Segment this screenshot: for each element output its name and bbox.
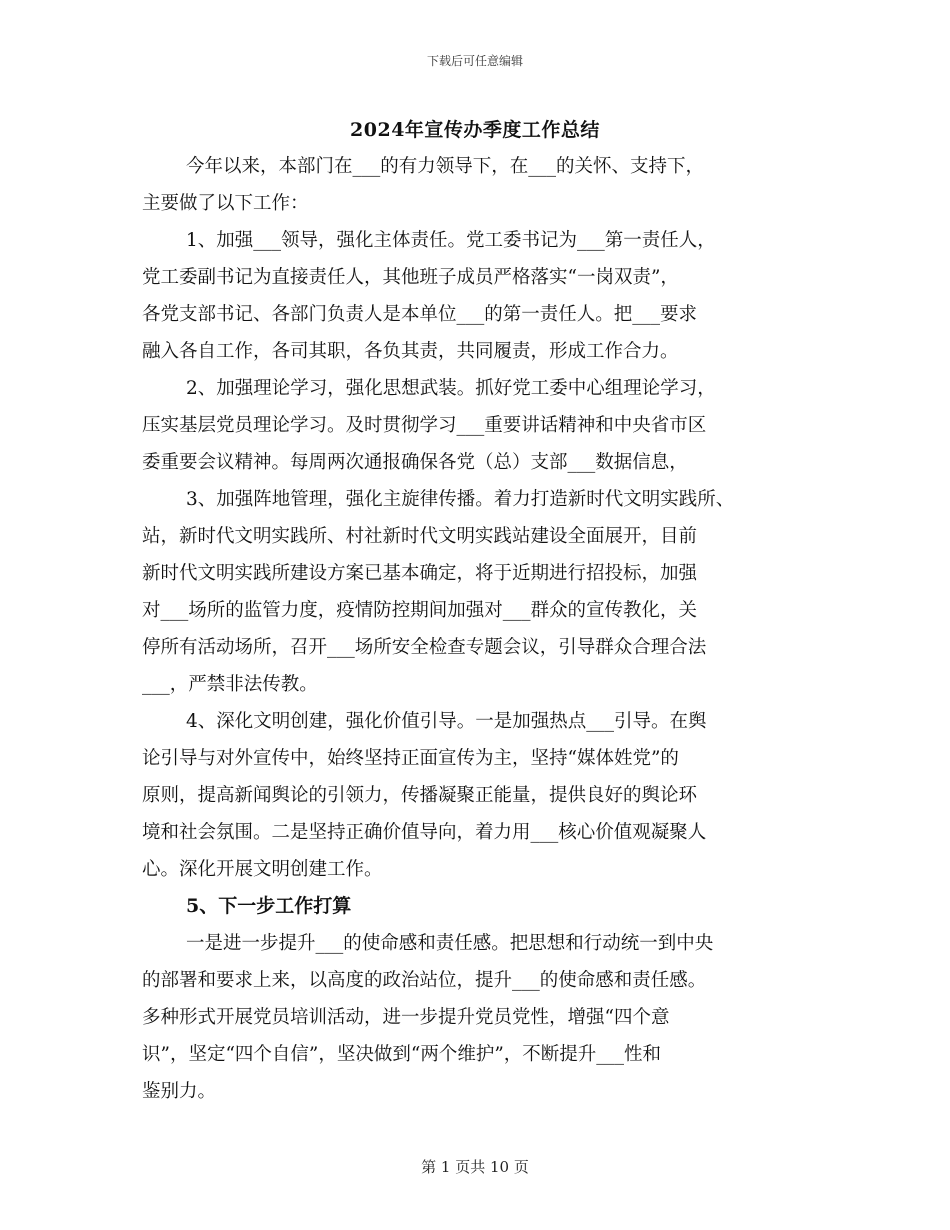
body-line: 党工委副书记为直接责任人，其他班子成员严格落实“一岗双责”，: [142, 267, 679, 288]
body-line: 的部署和要求上来，以高度的政治站位，提升___的使命感和责任感。: [142, 970, 707, 991]
body-line: 主要做了以下工作：: [142, 193, 309, 214]
body-line: 2、加强理论学习，强化思想武装。抓好党工委中心组理论学习，: [186, 378, 716, 399]
body-line: 多种形式开展党员培训活动，进一步提升党员党性，增强“四个意: [142, 1007, 670, 1028]
body-line: 4、深化文明创建，强化价值引导。一是加强热点___引导。在舆: [186, 711, 707, 732]
body-line: 心。深化开展文明创建工作。: [142, 859, 383, 880]
body-line: 对___场所的监管力度，疫情防控期间加强对___群众的宣传教化，关: [142, 600, 698, 621]
body-line: 鉴别力。: [142, 1081, 217, 1102]
page-header-note: 下载后可任意编辑: [426, 54, 523, 68]
body-line: 识”，坚定“四个自信”，坚决做到“两个维护”，不断提升___性和: [142, 1044, 662, 1065]
page-footer: 第 1 页共 10 页: [421, 1158, 529, 1176]
document-body: [142, 148, 822, 1110]
body-line: 论引导与对外宣传中，始终坚持正面宣传为主，坚持“媒体姓党”的: [142, 748, 679, 769]
body-line: ___，严禁非法传教。: [142, 674, 318, 695]
body-line: 原则，提高新闻舆论的引领力，传播凝聚正能量，提供良好的舆论环: [142, 785, 698, 806]
section-heading: 5、下一步工作打算: [186, 895, 352, 917]
body-line: 压实基层党员理论学习。及时贯彻学习___重要讲话精神和中央省市区: [142, 415, 707, 436]
body-line: 委重要会议精神。每周两次通报确保各党（总）支部___数据信息，: [142, 452, 688, 473]
document-title: 2024年宣传办季度工作总结: [350, 119, 600, 141]
body-line: 境和社会氛围。二是坚持正确价值导向，着力用___核心价值观凝聚人: [142, 822, 707, 843]
body-line: 今年以来，本部门在___的有力领导下，在___的关怀、支持下，: [186, 156, 705, 177]
body-line: 一是进一步提升___的使命感和责任感。把思想和行动统一到中央: [186, 933, 714, 954]
body-line: 3、加强阵地管理，强化主旋律传播。着力打造新时代文明实践所、: [186, 489, 735, 510]
body-line: 站，新时代文明实践所、村社新时代文明实践站建设全面展开，目前: [142, 526, 698, 547]
body-line: 1、加强___领导，强化主体责任。党工委书记为___第一责任人，: [186, 230, 716, 251]
body-line: 停所有活动场所，召开___场所安全检查专题会议，引导群众合理合法: [142, 637, 707, 658]
body-line: 融入各自工作，各司其职，各负其责，共同履责，形成工作合力。: [142, 341, 679, 362]
body-line: 各党支部书记、各部门负责人是本单位___的第一责任人。把___要求: [142, 304, 698, 325]
body-line: 新时代文明实践所建设方案已基本确定，将于近期进行招投标，加强: [142, 563, 698, 584]
